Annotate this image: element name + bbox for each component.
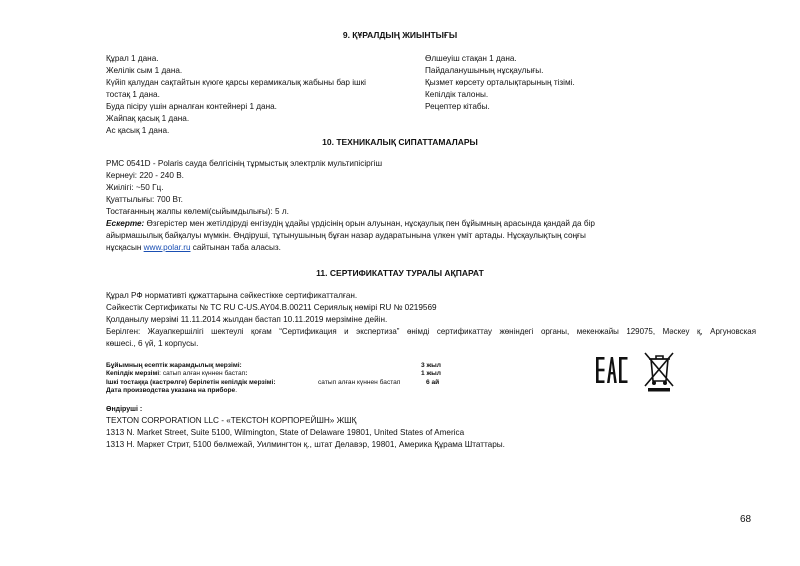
- list-item: Күйіп қалудан сақтайтын күюге қарсы керамикалық жабыны бар ішкі: [106, 78, 366, 87]
- note-line: [106, 218, 706, 230]
- bowl-warranty-mid: сатып алған күннен бастап: [318, 378, 401, 386]
- spec-line: Жиілігі: ~50 Гц.: [106, 183, 164, 192]
- cert-line: Сәйкестік Сертификаты № TC RU C-US.AY04.B.00211 Сериялық нөмірі RU № 0219569: [106, 303, 437, 312]
- note-text: сайтынан таба аласыз.: [190, 243, 281, 252]
- list-item: Буда пісіру үшін арналған контейнері 1 дана.: [106, 102, 277, 111]
- warranty-mid-text: : сатып алған күннен бастап: [159, 370, 246, 378]
- note-line: [106, 242, 706, 254]
- crossed-out-wheelie-bin-icon: [642, 350, 676, 392]
- warranty-label-text: Кепілдік мерзімі: [106, 370, 160, 378]
- bowl-warranty-value: 6 ай: [426, 378, 440, 386]
- list-item: Пайдаланушының нұсқаулығы.: [425, 66, 544, 75]
- warranty-label: [106, 370, 247, 378]
- warranty-colon: :: [245, 370, 248, 378]
- spec-line: Тостағанның жалпы көлемі(сыйымдылығы): 5 л.: [106, 207, 289, 216]
- manufacturer-address-en: 1313 N. Market Street, Suite 5100, Wilmington, State of Delaware 19801, United States of America: [106, 428, 465, 437]
- section-10-title: 10. ТЕХНИКАЛЫҚ СИПАТТАМАЛАРЫ: [322, 137, 478, 147]
- cert-issued-cont: көшесі., 6 үй, 1 корпусы.: [106, 339, 199, 348]
- spec-block: [106, 158, 706, 254]
- manufacturer-block: [106, 405, 756, 451]
- spec-line: Қуаттылығы: 700 Вт.: [106, 195, 183, 204]
- list-item: Құрал 1 дана.: [106, 54, 159, 63]
- production-date-dot: .: [235, 386, 238, 394]
- shelf-life-value: 3 жыл: [421, 362, 441, 369]
- note-text: нұсқасын: [106, 243, 144, 252]
- kit-list-right: [425, 53, 725, 113]
- production-date-text: Дата производства указана на приборе: [106, 386, 236, 394]
- manufacturer-label: Өндіруші :: [106, 406, 143, 413]
- section-9-title: 9. ҚҰРАЛДЫҢ ЖИЫНТЫҒЫ: [342, 30, 458, 40]
- note-label: Ескерте:: [106, 219, 145, 228]
- cert-line: Құрал РФ нормативті құжаттарына сәйкестікке сертификатталған.: [106, 291, 358, 300]
- note-text: Өзгерістер мен жетілдіруді енгізудің ұдайы үрдісінің орын алуынан, нұсқаулық пен бұйымның арасында қандай да бір: [144, 219, 595, 228]
- polar-site-link[interactable]: www.polar.ru: [143, 243, 191, 252]
- kit-list-left: [106, 53, 418, 137]
- list-item: Өлшеуіш стақан 1 дана.: [425, 54, 517, 63]
- list-item: Кепілдік талоны.: [425, 90, 489, 99]
- list-item: Рецептер кітабы.: [425, 102, 490, 111]
- certification-block: [106, 290, 756, 350]
- manufacturer-address-kk: 1313 Н. Маркет Стрит, 5100 бөлмежай, Уилмингтон қ., штат Делавэр, 19801, Америка Құрама Штаттары.: [106, 440, 505, 449]
- warranty-value: 1 жыл: [421, 370, 441, 378]
- eac-logo: [595, 355, 629, 385]
- list-item: Желілік сым 1 дана.: [106, 66, 183, 75]
- spec-line: Кернеуі: 220 - 240 В.: [106, 171, 184, 180]
- note-line: айырмашылық байқалуы мүмкін. Өндіруші, тұтынушының бұған назар аударатынына үлкен үміт артады. Нұсқаулықтың соңғы: [106, 231, 586, 240]
- section-11-title: 11. СЕРТИФИКАТТАУ ТУРАЛЫ АҚПАРАТ: [316, 268, 484, 278]
- cert-issued: Берілген: Жауапкершілігі шектеулі қоғам “Сертификация и экспертиза” өнімді сертификаттау жөніндегі органы, мекенжайы 129075, Мәскеу қ, Аргуновская: [106, 327, 756, 336]
- production-date-note: [106, 387, 237, 395]
- list-item: тостақ 1 дана.: [106, 90, 160, 99]
- manufacturer-name: TEXTON CORPORATION LLC - «ТЕКСТОН КОРПОРЕЙШН» ЖШҚ: [106, 416, 357, 425]
- spec-line: PMC 0541D - Polaris сауда белгісінің тұрмыстық электрлік мультипісіргіш: [106, 159, 383, 168]
- cert-line: Қолданылу мерзімі 11.11.2014 жылдан бастап 10.11.2019 мерзіміне дейін.: [106, 315, 388, 324]
- eac-mark-icon: [595, 355, 629, 385]
- list-item: Қызмет көрсету орталықтарының тізімі.: [425, 78, 575, 87]
- bowl-warranty-label: Ішкі тостаққа (кастрөлге) берілетін кепілдік мерзімі:: [106, 378, 276, 386]
- shelf-life-label: Бұйымның есептік жарамдылық мерзімі:: [106, 362, 242, 369]
- list-item: Ас қасық 1 дана.: [106, 126, 170, 135]
- page-number: 68: [740, 514, 752, 525]
- terms-block: [106, 362, 446, 402]
- list-item: Жайпақ қасық 1 дана.: [106, 114, 190, 123]
